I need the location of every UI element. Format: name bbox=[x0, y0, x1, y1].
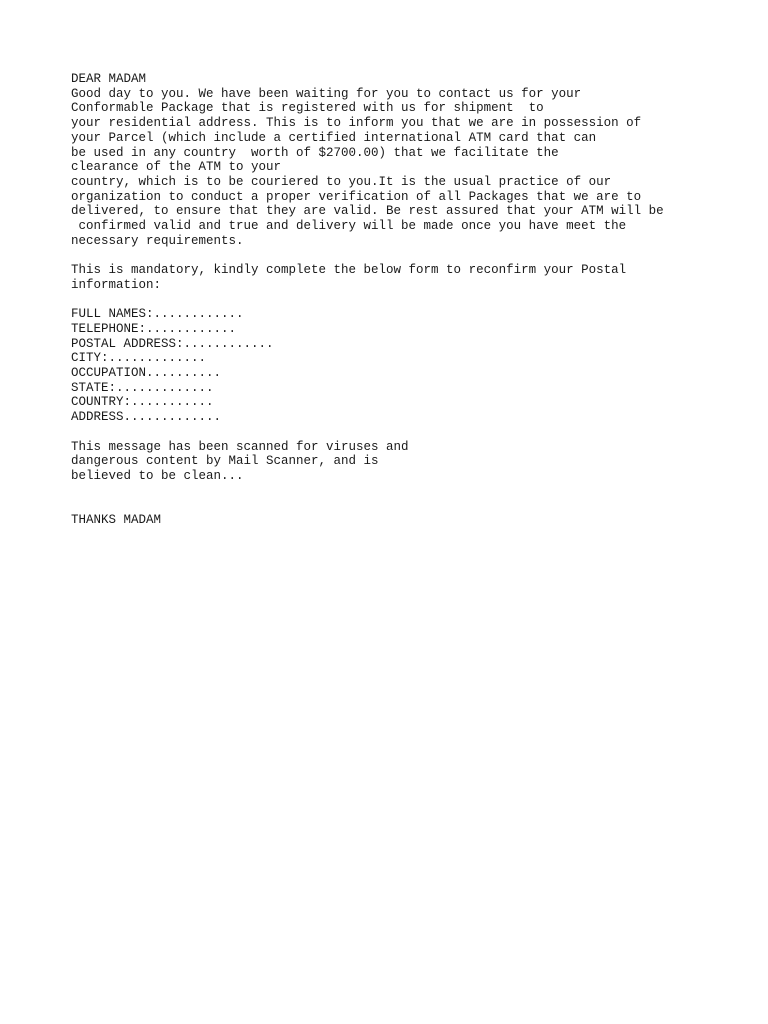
scan-notice-line: dangerous content by Mail Scanner, and is bbox=[71, 454, 379, 469]
paragraph-line: This is mandatory, kindly complete the below form to reconfirm your Postal bbox=[71, 263, 627, 278]
form-field-telephone: TELEPHONE:............ bbox=[71, 321, 237, 336]
paragraph-line: organization to conduct a proper verification of all Packages that we are to bbox=[71, 189, 642, 204]
blank-line bbox=[71, 293, 751, 308]
paragraph-line: clearance of the ATM to your bbox=[71, 160, 282, 175]
paragraph-line: your residential address. This is to inform you that we are in possession of bbox=[71, 116, 642, 131]
form-field-postal-address: POSTAL ADDRESS:............ bbox=[71, 336, 274, 351]
letter-body bbox=[71, 72, 751, 528]
paragraph-line: Conformable Package that is registered with us for shipment to bbox=[71, 101, 544, 116]
paragraph-line: country, which is to be couriered to you.It is the usual practice of our bbox=[71, 174, 612, 189]
form-field-full-names: FULL NAMES:............ bbox=[71, 307, 244, 322]
form-field-city: CITY:............. bbox=[71, 351, 207, 366]
form-field-address: ADDRESS............. bbox=[71, 410, 222, 425]
scan-notice-line: believed to be clean... bbox=[71, 468, 244, 483]
paragraph-line: information: bbox=[71, 277, 162, 292]
closing: THANKS MADAM bbox=[71, 513, 162, 528]
paragraph-line: your Parcel (which include a certified international ATM card that can bbox=[71, 130, 597, 145]
form-field-state: STATE:............. bbox=[71, 380, 214, 395]
blank-line bbox=[71, 425, 751, 440]
paragraph-line: necessary requirements. bbox=[71, 233, 244, 248]
paragraph-line: Good day to you. We have been waiting for you to contact us for your bbox=[71, 86, 582, 101]
form-field-country: COUNTRY:........... bbox=[71, 395, 214, 410]
blank-line bbox=[71, 248, 751, 263]
paragraph-line: be used in any country worth of $2700.00) that we facilitate the bbox=[71, 145, 559, 160]
blank-line bbox=[71, 498, 751, 513]
paragraph-line: confirmed valid and true and delivery will be made once you have meet the bbox=[71, 219, 627, 234]
scan-notice-line: This message has been scanned for viruses and bbox=[71, 439, 409, 454]
paragraph-line: delivered, to ensure that they are valid. Be rest assured that your ATM will be bbox=[71, 204, 664, 219]
blank-line bbox=[71, 484, 751, 499]
salutation: DEAR MADAM bbox=[71, 72, 147, 86]
form-field-occupation: OCCUPATION.......... bbox=[71, 366, 222, 381]
